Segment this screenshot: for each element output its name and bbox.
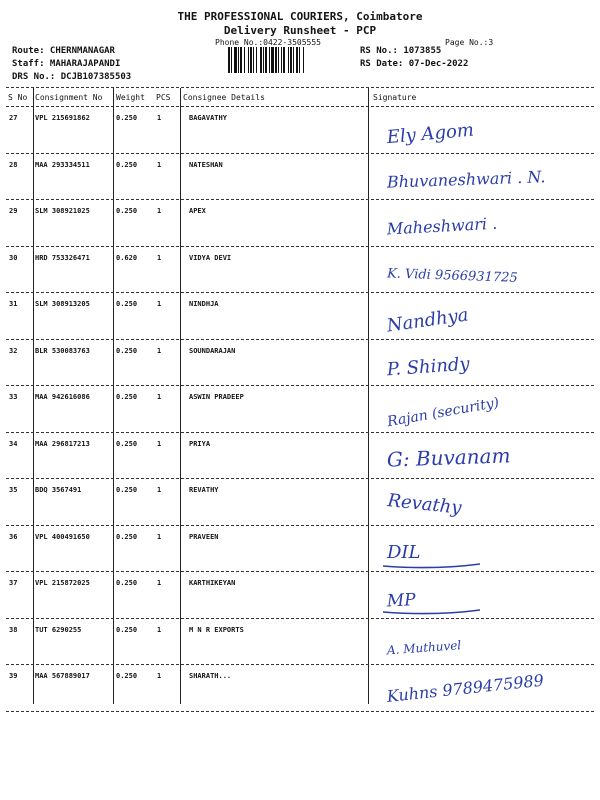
row-weight: 0.620: [116, 253, 138, 262]
rs-date: RS Date: 07-Dec-2022: [360, 59, 469, 69]
row-weight: 0.250: [116, 672, 138, 680]
signature-text: Kuhns 9789475989: [385, 670, 545, 706]
row-consignee: PRIYA: [189, 439, 211, 448]
row-divider: [6, 664, 594, 665]
column-header-sno: S No: [8, 93, 28, 102]
signature-text: A. Muthuvel: [386, 637, 462, 657]
column-header-pcs: PCS: [156, 93, 171, 102]
row-pcs: 1: [157, 579, 162, 587]
row-weight: 0.250: [116, 532, 138, 541]
drs-number: DRS No.: DCJB107385503: [12, 72, 132, 82]
handwritten-signature: [375, 156, 590, 200]
column-divider: [368, 88, 369, 704]
row-sno: 29: [9, 207, 18, 215]
handwritten-signature: [375, 435, 590, 479]
row-sno: 28: [9, 160, 18, 169]
row-consignee: PRAVEEN: [189, 532, 219, 541]
row-pcs: 1: [157, 393, 162, 401]
row-divider: [6, 432, 594, 433]
row-divider: [6, 385, 594, 386]
row-divider: [6, 292, 594, 293]
signature-underline: [383, 564, 480, 568]
signature-text: P. Shindy: [386, 353, 471, 380]
document-subtitle: Delivery Runsheet - PCP: [223, 24, 377, 37]
row-weight: 0.250: [116, 579, 138, 587]
row-pcs: 1: [157, 532, 162, 541]
row-pcs: 1: [157, 672, 162, 680]
column-header-consignee: Consignee Details: [183, 93, 265, 102]
handwritten-signature: [375, 574, 590, 618]
row-consignee: ASWIN PRADEEP: [189, 393, 244, 401]
row-consignment-number: SLM 308921025: [35, 207, 90, 215]
rs-number: RS No.: 1073855: [360, 46, 442, 56]
row-divider: [6, 478, 594, 479]
row-consignment-number: SLM 308913205: [35, 300, 90, 308]
row-divider: [6, 339, 594, 340]
handwritten-signature: [375, 109, 590, 153]
row-sno: 37: [9, 579, 18, 587]
row-pcs: 1: [157, 486, 162, 494]
handwritten-signature: [375, 249, 590, 293]
handwritten-signature: [375, 202, 590, 246]
row-pcs: 1: [157, 114, 162, 122]
row-consignee: M N R EXPORTS: [189, 625, 244, 634]
row-consignment-number: HRD 753326471: [35, 253, 90, 262]
row-weight: 0.250: [116, 346, 138, 355]
page-number: Page No.:3: [445, 38, 494, 47]
handwritten-signature: [375, 295, 590, 339]
row-consignee: VIDYA DEVI: [189, 253, 232, 262]
signature-text: Bhuvaneshwari . N.: [386, 166, 546, 192]
column-header-consignment: Consignment No: [35, 93, 103, 102]
row-consignee: REVATHY: [189, 486, 219, 494]
row-weight: 0.250: [116, 114, 138, 122]
handwritten-signature: [375, 388, 590, 432]
row-consignee: APEX: [189, 207, 206, 215]
row-weight: 0.250: [116, 625, 138, 634]
signature-text: K. Vidi 9566931725: [386, 265, 518, 286]
row-pcs: 1: [157, 439, 162, 448]
signature-text: Rajan (security): [385, 394, 501, 431]
row-sno: 38: [9, 625, 18, 634]
row-consignee: NINDHJA: [189, 300, 219, 308]
column-header-weight: Weight: [116, 93, 145, 102]
row-weight: 0.250: [116, 439, 138, 448]
route-label: Route: CHERNMANAGAR: [12, 46, 115, 56]
row-consignment-number: MAA 942616086: [35, 393, 90, 401]
barcode-bar: [304, 47, 306, 73]
row-divider: [6, 711, 594, 712]
row-divider: [6, 199, 594, 200]
row-consignment-number: TUT 6290255: [35, 625, 82, 634]
handwritten-signature: [375, 481, 590, 525]
row-sno: 31: [9, 300, 18, 308]
row-weight: 0.250: [116, 393, 138, 401]
signature-text: MP: [386, 590, 417, 612]
row-sno: 34: [9, 439, 18, 448]
row-weight: 0.250: [116, 160, 138, 169]
row-consignee: BAGAVATHY: [189, 114, 227, 122]
row-consignment-number: MAA 293334511: [35, 160, 90, 169]
handwritten-signature: [375, 621, 590, 665]
row-pcs: 1: [157, 207, 162, 215]
row-consignment-number: BLR 530083763: [35, 346, 90, 355]
row-divider: [6, 246, 594, 247]
signature-text: Revathy: [386, 490, 463, 519]
row-consignee: KARTHIKEYAN: [189, 579, 236, 587]
row-consignee: SOUNDARAJAN: [189, 346, 236, 355]
row-sno: 39: [9, 672, 18, 680]
row-pcs: 1: [157, 625, 162, 634]
row-pcs: 1: [157, 346, 162, 355]
row-weight: 0.250: [116, 486, 138, 494]
page-title: THE PROFESSIONAL COURIERS, Coimbatore: [177, 10, 423, 23]
signature-text: Maheshwari .: [386, 213, 498, 239]
handwritten-signature: [375, 342, 590, 386]
handwritten-signature: [375, 528, 590, 572]
row-consignment-number: BDQ 3567491: [35, 486, 82, 494]
header-divider-bottom: [6, 106, 594, 107]
row-sno: 32: [9, 346, 18, 355]
column-divider: [180, 88, 181, 704]
row-divider: [6, 618, 594, 619]
row-sno: 36: [9, 532, 18, 541]
row-consignment-number: MAA 567889017: [35, 672, 90, 680]
row-sno: 27: [9, 114, 18, 122]
row-consignment-number: MAA 296817213: [35, 439, 90, 448]
row-sno: 35: [9, 486, 18, 494]
row-pcs: 1: [157, 253, 162, 262]
column-divider: [33, 88, 34, 704]
column-header-signature: Signature: [373, 93, 417, 102]
row-divider: [6, 571, 594, 572]
row-pcs: 1: [157, 160, 162, 169]
row-divider: [6, 153, 594, 154]
row-consignment-number: VPL 215872025: [35, 579, 90, 587]
row-weight: 0.250: [116, 207, 138, 215]
row-consignment-number: VPL 215691862: [35, 114, 90, 122]
barcode-image: [228, 47, 354, 73]
row-sno: 30: [9, 253, 18, 262]
row-divider: [6, 525, 594, 526]
column-divider: [113, 88, 114, 704]
row-consignment-number: VPL 400491650: [35, 532, 90, 541]
row-weight: 0.250: [116, 300, 138, 308]
row-pcs: 1: [157, 300, 162, 308]
signature-text: DIL: [387, 541, 421, 563]
signature-text: G: Buvanam: [386, 442, 511, 472]
signature-text: Ely Agom: [385, 119, 475, 149]
row-sno: 33: [9, 393, 18, 401]
row-consignee: NATESHAN: [189, 160, 223, 169]
staff-label: Staff: MAHARAJAPANDI: [12, 59, 121, 69]
row-consignee: SHARATH...: [189, 672, 232, 680]
signature-text: Nandhya: [385, 304, 470, 337]
header-divider-top: [6, 87, 594, 88]
phone-number: Phone No.:0422-3505555: [215, 38, 321, 47]
handwritten-signature: [375, 667, 590, 711]
